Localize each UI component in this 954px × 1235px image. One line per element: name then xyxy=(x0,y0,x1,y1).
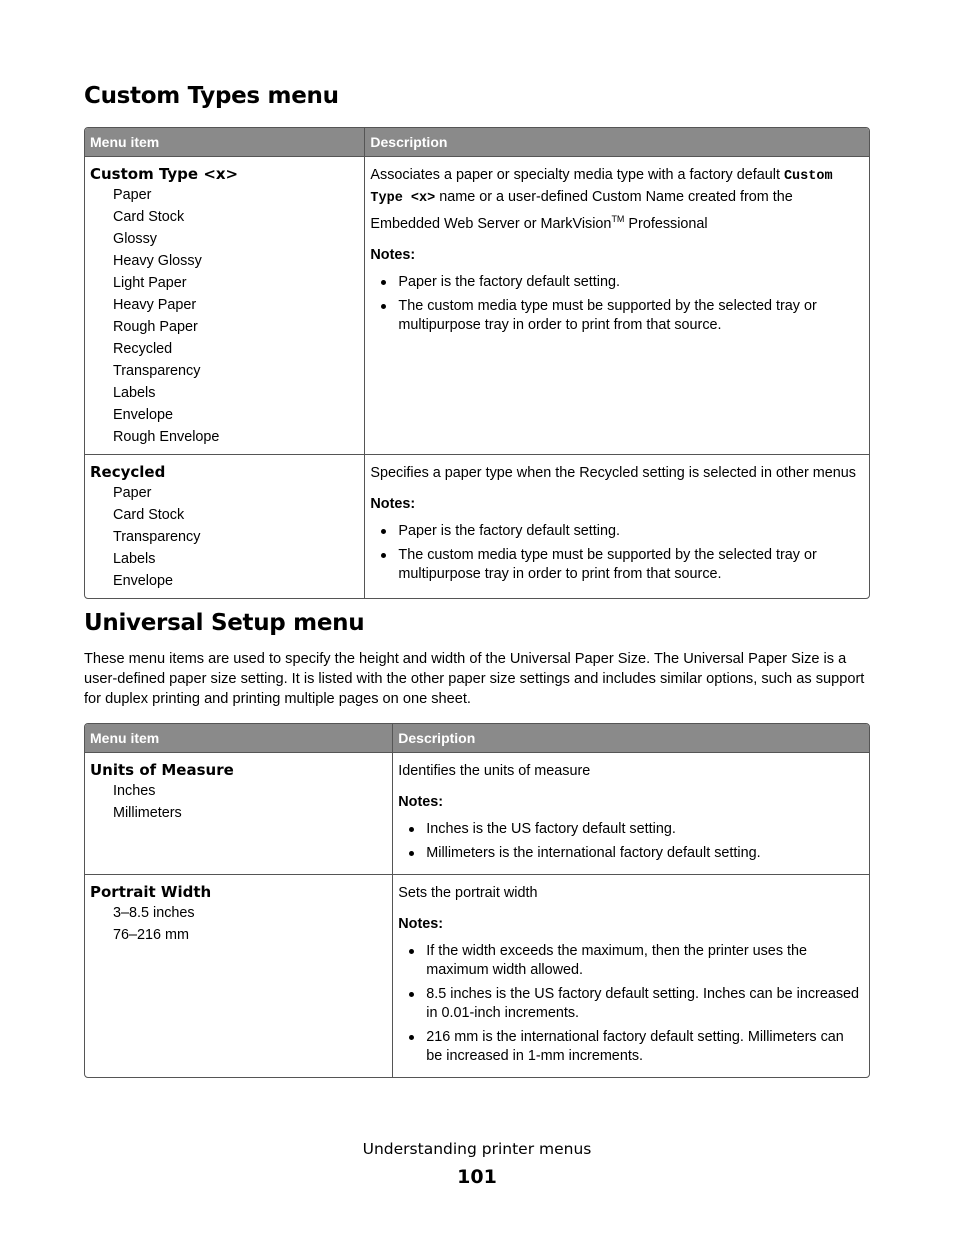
footer-chapter-title: Understanding printer menus xyxy=(362,1140,592,1158)
menu-option: Rough Paper xyxy=(113,319,198,335)
menu-option: 3–8.5 inches xyxy=(113,905,195,921)
menu-option: Light Paper xyxy=(113,275,187,291)
menu-option: Labels xyxy=(113,551,156,567)
bullet-icon xyxy=(381,304,386,309)
menu-option: Paper xyxy=(113,187,152,203)
bullet-icon xyxy=(409,827,414,832)
description-cell xyxy=(364,454,869,598)
header-menu-item: Menu item xyxy=(85,724,392,752)
menu-item-cell xyxy=(85,156,364,454)
description-text: Specifies a paper type when the Recycled setting is selected in other menus xyxy=(370,465,856,481)
bullet-icon xyxy=(381,553,386,558)
note-item: If the width exceeds the maximum, then the printer uses the maximum width allowed. xyxy=(426,942,863,980)
header-menu-item: Menu item xyxy=(85,128,364,156)
bullet-icon xyxy=(381,529,386,534)
menu-option: 76–216 mm xyxy=(113,927,189,943)
menu-option: Envelope xyxy=(113,573,174,589)
note-item: The custom media type must be supported by the selected tray or multipurpose tray in order to print from that source. xyxy=(398,297,863,335)
notes-list xyxy=(370,522,863,584)
bullet-icon xyxy=(409,851,414,856)
menu-option: Glossy xyxy=(113,231,157,247)
bullet-icon xyxy=(381,280,386,285)
menu-item-title: Custom Type <x> xyxy=(90,165,239,183)
note-item: Paper is the factory default setting. xyxy=(398,273,863,292)
table-row xyxy=(85,156,869,454)
header-description: Description xyxy=(364,128,869,156)
note-item: 8.5 inches is the US factory default setting. Inches can be increased in 0.01-inch increments. xyxy=(426,985,863,1023)
menu-option: Card Stock xyxy=(113,507,185,523)
menu-option: Card Stock xyxy=(113,209,185,225)
note-item: The custom media type must be supported by the selected tray or multipurpose tray in order to print from that source. xyxy=(398,546,863,584)
menu-option: Millimeters xyxy=(113,805,182,821)
notes-label: Notes: xyxy=(370,246,416,263)
menu-option: Heavy Paper xyxy=(113,297,197,313)
custom-types-table xyxy=(84,127,870,599)
notes-label: Notes: xyxy=(398,916,444,932)
menu-item-title: Recycled xyxy=(90,463,166,481)
description-text: Identifies the units of measure xyxy=(398,763,591,779)
note-item: Inches is the US factory default setting. xyxy=(426,820,863,839)
note-item: 216 mm is the international factory default setting. Millimeters can be increased in 1-mm increments. xyxy=(426,1028,863,1066)
description-cell xyxy=(392,752,869,874)
universal-setup-table xyxy=(84,723,870,1078)
page-number: 101 xyxy=(457,1166,497,1188)
bullet-icon xyxy=(409,992,414,997)
notes-list xyxy=(370,273,863,335)
header-description: Description xyxy=(392,724,869,752)
menu-option: Inches xyxy=(113,783,156,799)
notes-label: Notes: xyxy=(398,794,444,810)
section-intro: These menu items are used to specify the height and width of the Universal Paper Size. The Universal Paper Size is a user-defined paper size setting. It is listed with the other paper size settings and includes similar options, such as support for duplex printing and printing multiple pages on one sheet. xyxy=(84,651,865,707)
notes-label: Notes: xyxy=(370,496,416,512)
menu-option: Transparency xyxy=(113,529,201,545)
note-item: Paper is the factory default setting. xyxy=(398,522,863,541)
menu-item-cell xyxy=(85,874,392,1077)
notes-list xyxy=(398,942,863,1066)
description-cell xyxy=(392,874,869,1077)
table-header-row xyxy=(85,724,869,752)
description-text: Associates a paper or specialty media type with a factory default Custom Type <x> name or a user-defined Custom Name created from the Embedded Web Server or MarkVision™ Professional xyxy=(370,167,833,232)
note-item: Millimeters is the international factory default setting. xyxy=(426,844,863,863)
menu-option: Paper xyxy=(113,485,152,501)
table-header-row xyxy=(85,128,869,156)
menu-item-title: Portrait Width xyxy=(90,883,212,901)
table-row xyxy=(85,454,869,598)
description-cell xyxy=(364,156,869,454)
menu-option: Labels xyxy=(113,385,156,401)
table-row xyxy=(85,874,869,1077)
section-title-custom-types: Custom Types menu xyxy=(84,83,339,109)
menu-item-cell xyxy=(85,454,364,598)
bullet-icon xyxy=(409,949,414,954)
menu-option: Heavy Glossy xyxy=(113,253,202,269)
bullet-icon xyxy=(409,1035,414,1040)
description-text: Sets the portrait width xyxy=(398,885,538,901)
menu-item-title: Units of Measure xyxy=(90,761,234,779)
menu-item-cell xyxy=(85,752,392,874)
menu-option: Envelope xyxy=(113,407,174,423)
section-title-universal-setup: Universal Setup menu xyxy=(84,610,365,636)
menu-option: Transparency xyxy=(113,363,201,379)
menu-option: Recycled xyxy=(113,341,173,357)
notes-list xyxy=(398,820,863,863)
table-row xyxy=(85,752,869,874)
menu-option: Rough Envelope xyxy=(113,429,220,445)
